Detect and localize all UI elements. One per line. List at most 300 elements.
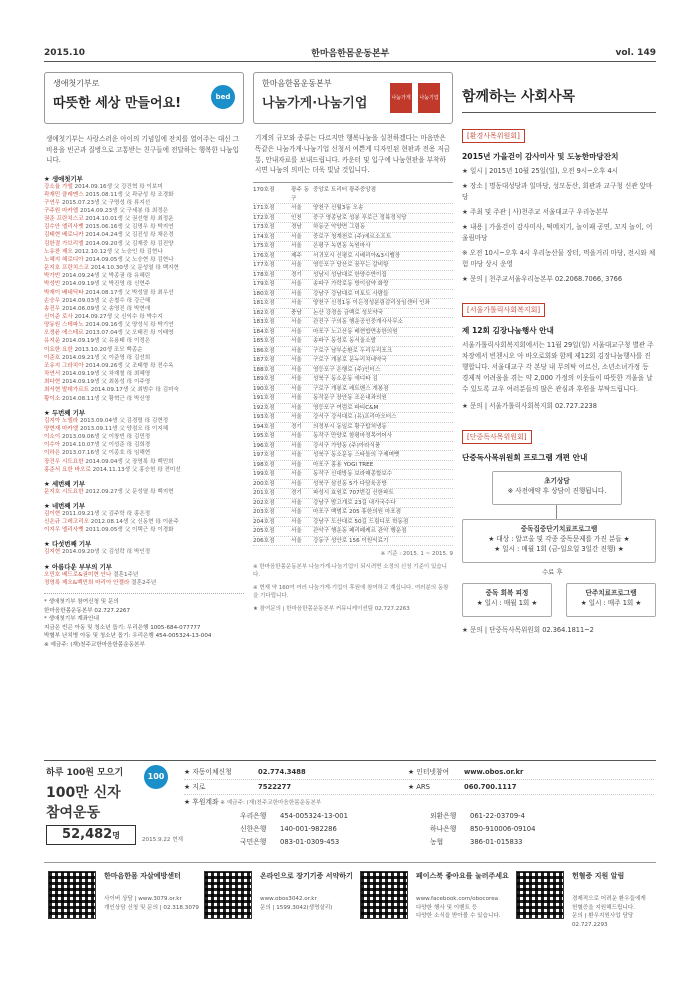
- donor-line: [44, 395, 244, 403]
- donor-name: 이지우 엘리사벳: [44, 527, 84, 534]
- store-number: 198호점: [253, 461, 275, 468]
- qr-code-icon: [360, 871, 408, 919]
- store-region: 충남: [291, 309, 302, 316]
- issue-date: 2015.10: [44, 47, 85, 58]
- donor-line: [44, 417, 244, 425]
- store-region: 서울: [291, 366, 302, 373]
- donor-line: [44, 466, 244, 474]
- bed-logo-icon: bed: [211, 85, 235, 109]
- campaign-line: 하루 100원 모으기: [46, 768, 124, 778]
- donor-line: [44, 240, 244, 248]
- donor-name: 노유찬 제오: [44, 248, 73, 255]
- store-region: 서울: [291, 509, 302, 516]
- donor-name: 홍준서 요한 바오로: [44, 466, 91, 473]
- donor-name: 양동원 스테파노: [44, 322, 84, 329]
- store-region: 서울: [291, 452, 302, 459]
- donor-detail: 2013.09.11생 父 양점오 母 이지혜: [78, 425, 169, 432]
- store-region: 광주 동구: [291, 187, 309, 202]
- store-number: 189호점: [253, 376, 275, 383]
- donor-line: [44, 526, 244, 534]
- footer-block-line: www.obos3042.or.kr: [260, 896, 317, 902]
- donor-detail: 2012.08.14생 父 신동현 母 이윤주: [89, 519, 179, 526]
- donor-detail: 2013.09.04생 父 김경렬 母 김현정: [78, 417, 169, 424]
- section-subtitle: 한마음한몸운동본부: [262, 79, 332, 88]
- store-number: 192호점: [253, 404, 275, 411]
- donor-line: [44, 378, 244, 386]
- store-number: 181호점: [253, 300, 275, 307]
- donor-detail: 2014.09.16생 父 양성식 母 박기연: [83, 322, 174, 329]
- box-title: 초기상담: [544, 477, 570, 485]
- box-note: ※ 사전예약 후 상담이 진행됩니다.: [507, 487, 607, 495]
- donor-name: 차연서: [44, 371, 61, 378]
- donor-name: 이요한 요한: [44, 346, 73, 353]
- store-number: 199호점: [253, 471, 275, 478]
- store-name: 중로구 청계천로 (주)에르소프트: [313, 233, 392, 240]
- box-line: ★ 일시 : 매월 1회 ★: [476, 599, 538, 607]
- donor-name: 곽재민 클레멘스: [44, 191, 84, 198]
- table-row: [253, 318, 453, 328]
- donor-name: 이소이: [44, 434, 61, 441]
- donor-name: 김태현 베로니카: [44, 232, 84, 239]
- donor-detail: 2015.06.16생 父 김명우 母 박지연: [83, 224, 174, 231]
- table-row: [253, 356, 453, 366]
- donor-line: [44, 321, 244, 329]
- box-title: 중독 회복 피정: [485, 589, 529, 597]
- table-row: [253, 413, 453, 423]
- donation-method-row: [184, 765, 654, 780]
- donation-method-cell: ★ 인터넷참여: [408, 768, 450, 776]
- bank-account-cell: 140-001-982286: [280, 825, 337, 833]
- donor-name: 신이준 로사: [44, 314, 73, 320]
- donor-detail: 2014.09.27생 父 신익수 母 박수지: [72, 314, 163, 320]
- donor-group-label: ★ 세번째 기부: [44, 479, 86, 488]
- donor-line: [44, 449, 244, 457]
- donor-line: [44, 256, 244, 264]
- footer-block: [204, 871, 354, 921]
- footer-block-line: 문의 | 1599.3042(생명살리): [260, 904, 333, 911]
- donor-name: 송진우: [44, 305, 61, 312]
- donor-line: [44, 313, 244, 321]
- intensive-program-box: [462, 519, 656, 563]
- event-detail-line: ★ 내용 | 가을걷이 감사미사, 떡메치기, 놀이패 공연, 꼬지 놀이, 어울림마당: [462, 223, 653, 242]
- donor-line: [44, 199, 244, 207]
- table-row: [253, 527, 453, 537]
- footer-block: [360, 871, 510, 921]
- donor-detail: 2014.09.19생 父 유용태 母 이정은: [60, 338, 151, 345]
- initial-counsel-box: [492, 471, 622, 505]
- store-name: 의정부시 동일로 황구탑처냉동: [313, 423, 387, 430]
- donor-line: [44, 354, 244, 362]
- store-number: 175호점: [253, 243, 275, 250]
- store-region: 경기: [291, 271, 302, 278]
- store-name: 강동구 성안로 156 이원익료기: [313, 537, 389, 544]
- store-name: 영등포구 은행로 (주)인터스: [313, 366, 381, 373]
- sharing-store-logo: 나눔가게: [390, 83, 412, 113]
- table-row: [253, 252, 453, 262]
- store-name: 성남시 성남대로 한양수반이집: [313, 271, 387, 278]
- table-row: [253, 261, 453, 271]
- table-row: [253, 451, 453, 461]
- store-number: 201호점: [253, 490, 275, 497]
- donor-detail: 2014.09.24생 父 박종권 母 유혜린: [60, 273, 151, 280]
- store-number: 178호점: [253, 271, 275, 278]
- count-date: 2015.9.22 현재: [142, 837, 184, 843]
- bank-account-cell: 외환은행: [430, 812, 457, 820]
- donor-line: [44, 488, 244, 496]
- count-value: 52,482: [62, 827, 113, 842]
- bank-account-cell: 국민은행: [240, 838, 267, 846]
- donor-detail: 2014.09.19생 父 박진영 母 신현주: [60, 281, 151, 288]
- store-region: 서울: [291, 347, 302, 354]
- footer-block-title: 한마음한몸 자살예방센터: [104, 872, 181, 880]
- store-number: 171호점: [253, 205, 275, 212]
- campaign-line: 100만 신자: [46, 785, 121, 801]
- table-row: [253, 299, 453, 309]
- store-name: 양천구 신정1동 이든정성분림감리상임센터 인좌: [313, 300, 430, 307]
- store-region: 경기: [291, 490, 302, 497]
- bank-account-cell: 우리은행: [240, 812, 267, 820]
- donation-method-cell: ★ ARS: [408, 783, 430, 791]
- donor-name: 장건우 시도요한: [44, 458, 84, 465]
- store-name: 마포구 홍용 YOGI TREE: [313, 461, 374, 468]
- store-name: 관진구 구의동 행운공인중개사사무소: [313, 319, 404, 326]
- store-region: 제주: [291, 252, 302, 259]
- footer-block-line: 문의 | 환우지원사업 담당: [572, 913, 634, 919]
- event-detail-line: ※ 오전 10시~오후 4시 우리농산물 장터, 먹을거리 마당, 전시와 체험 마당 상시 운영: [462, 249, 656, 268]
- donor-group-label: ★ 다섯번째 기부: [44, 540, 92, 549]
- footer-block-text: [104, 895, 199, 912]
- donor-line: [44, 280, 244, 288]
- store-number: 172호점: [253, 214, 275, 221]
- table-row: [253, 470, 453, 480]
- bank-account-cell: 850-910006-09104: [470, 825, 536, 833]
- donor-name: 박재이 베네딕타: [44, 289, 84, 296]
- donor-line: [44, 458, 244, 466]
- donor-line: [44, 207, 244, 215]
- section-title: 따뜻한 세상 만들어요!: [53, 96, 182, 111]
- box-line: ★ 일시 : 매월 1회 (금-일요일 3일간 진행) ★: [494, 545, 624, 553]
- table-row: [253, 271, 453, 281]
- store-name: 강남구 도산대로 50길 드림디포 학동점: [313, 518, 409, 525]
- donation-method-cell: www.obos.or.kr: [464, 768, 524, 776]
- donor-name: 이하은: [44, 450, 61, 457]
- section-tag: [서울가톨릭사회복지회]: [462, 303, 545, 317]
- store-name: 하동군 악양면 그림동: [313, 224, 366, 231]
- bank-account-cell: 386-01-015833: [470, 838, 523, 846]
- donor-line: [44, 362, 244, 370]
- donor-line: [44, 337, 244, 345]
- store-region: 경남: [291, 224, 302, 231]
- donor-name: 문지호 시도요한: [44, 488, 84, 495]
- table-row: [253, 223, 453, 233]
- donor-line: [44, 518, 244, 526]
- store-name: 동작구 만양로 함평마정목여어사: [313, 433, 393, 440]
- store-name: 서귀포시 신평로 시베리아&3시벨장: [313, 252, 401, 259]
- store-name: 영등포구 여럼로 파티C&M: [313, 404, 379, 411]
- table-row: [253, 328, 453, 338]
- donor-group-label: ★ 아름다운 부부의 기부: [44, 562, 112, 571]
- donor-name: 문지호 프란치스코: [44, 265, 90, 272]
- store-name: 성북구 동소문동 에디타 김: [313, 376, 378, 383]
- donor-line: [44, 425, 244, 433]
- donor-detail: 2011.09.21생 父 김주학 母 홍은정: [60, 510, 151, 517]
- top-bar: [44, 44, 656, 62]
- campaign-info: [184, 765, 654, 849]
- qr-code-icon: [48, 871, 96, 919]
- event-detail-line: ★ 문의 | 천주교서울우리농본부 02.2068.7066, 3766: [462, 275, 623, 283]
- footer-block-line: 사이버 상담 | www.3079.or.kr: [104, 896, 182, 902]
- bank-account-row: [184, 836, 654, 849]
- contact-line: ★ 문의 | 서울가톨릭사회복지회 02.727.2238: [462, 402, 597, 410]
- donor-name: 노혜지 헤로디아: [44, 256, 84, 263]
- store-region: 서울: [291, 471, 302, 478]
- bank-account-row: [184, 823, 654, 836]
- store-name: 성북구 동소문동 스타돌의 구제며뻣: [313, 452, 400, 459]
- footer-block-title: 페이스북 좋아요를 눌러주세요: [416, 872, 509, 880]
- donation-method-cell: 02.774.3488: [258, 768, 306, 776]
- donor-name: 신은규 그레고리오: [44, 519, 90, 526]
- store-region: 서울: [291, 205, 302, 212]
- donation-method-cell: ★ 자동이체신청: [184, 768, 232, 776]
- store-region: 서울: [291, 338, 302, 345]
- sharing-store-intro: 기계의 규모와 종류는 다르지만 행복나눔을 실천하겠다는 마음만은 똑같은 나눔가게·나눔기업 신청서 여쁜게 디자인된 현판과 전용 저금통, 안내자료를 보내드립니다. 카운터 및 입구에 나눔현판을 부착하시면 나눔의 의미는 더욱 빛날 것입니다.: [255, 134, 451, 175]
- period-note: ※ 기준 : 2015. 1 ~ 2015. 9: [380, 551, 453, 558]
- table-row: [253, 309, 453, 319]
- donor-line: [44, 297, 244, 305]
- first-donation-column: [44, 72, 244, 649]
- donor-detail: 2014.09.26생 父 조태형 母 전수옥: [83, 362, 174, 369]
- store-number: 196호점: [253, 442, 275, 449]
- box-title: 단주치료프로그램: [585, 589, 637, 597]
- event-detail-line: ★ 주최 및 주관 | 사)천주교 서울대교구 우리농본부: [462, 208, 609, 216]
- table-row: [253, 442, 453, 452]
- store-number: 190호점: [253, 385, 275, 392]
- donor-detail: 2011.09.05생 父 이택근 母 이경화: [83, 527, 174, 534]
- donor-detail: 2015.08.11생 父 곽규성 母 조경화: [83, 191, 174, 198]
- store-region: 서울: [291, 243, 302, 250]
- donor-detail: 2014.10.30생 父 문성열 母 백지현: [89, 265, 179, 272]
- store-number: 205호점: [253, 528, 275, 535]
- qr-code-icon: [516, 871, 564, 919]
- donor-groups: [44, 174, 244, 587]
- box-title: 중독집중단기치료프로그램: [520, 525, 598, 533]
- donor-detail: 결혼1주년: [111, 571, 139, 578]
- footer-block-line: 다양한 행사 및 이벤트 등: [416, 904, 478, 911]
- sharing-store-column: [253, 72, 453, 613]
- donor-name: 박가빈: [44, 273, 61, 280]
- donor-line: [44, 370, 244, 378]
- hundred-badge-icon: 100: [144, 765, 168, 789]
- store-note: ★ 참여문의 | 한마음한몸운동본부 커뮤니케이션팀 02.727.2263: [253, 605, 410, 612]
- social-pastoral-column: [462, 72, 656, 636]
- footer-block-line: 헌혈증을 지원해드립니다.: [572, 904, 635, 911]
- donor-line: [44, 571, 244, 579]
- account-label-row: [184, 795, 654, 810]
- donor-line: [44, 183, 244, 191]
- donor-line: [44, 579, 244, 587]
- donor-name: 황이소: [44, 395, 61, 402]
- donor-detail: 2014.10.01생 父 권선형 母 최정운: [83, 216, 174, 223]
- donor-name: 구주원 마카엘: [44, 207, 79, 214]
- first-donation-header: [44, 72, 244, 124]
- donor-line: [44, 305, 244, 313]
- store-number: 203호점: [253, 509, 275, 516]
- donor-detail: 2014.09.20생 父 김재중 母 김진양: [83, 240, 174, 247]
- donor-name: 김이현: [44, 510, 61, 517]
- volume: vol. 149: [615, 47, 656, 58]
- table-row: [253, 290, 453, 300]
- donor-line: [44, 289, 244, 297]
- store-region: 서울: [291, 461, 302, 468]
- footer-line: * 생애첫기부 참여신청 및 문의: [44, 598, 119, 605]
- footer-block-line: 다양한 소식을 받아볼 수 있습니다.: [416, 913, 501, 919]
- store-name: 구로구 개봉로 문누리치네약국: [313, 357, 387, 364]
- table-row: [253, 186, 453, 204]
- store-name: 송파구 가락로동 방이삼약 화랑: [313, 281, 389, 288]
- store-number: 176호점: [253, 252, 275, 259]
- donation-method-cell: ★ 지로: [184, 783, 206, 791]
- store-region: 경기: [291, 423, 302, 430]
- store-number: 170호점: [253, 187, 275, 194]
- abstinence-program-box: [566, 583, 656, 617]
- store-region: 서울: [291, 414, 302, 421]
- donor-name: 권준 프란치스코: [44, 216, 84, 223]
- donor-detail: 2012.10.12생 父 노승인 母 김현나: [72, 248, 163, 255]
- store-name: 파성시 효원로 707번길 신한파트: [313, 490, 394, 497]
- store-name: 강서구 강서대로 (유)프리마오터스: [313, 414, 397, 421]
- count-unit: 명: [112, 831, 120, 840]
- footer-line: ※ 예금주: (재)천주교한마음한몸운동본부: [44, 641, 145, 648]
- event-details: [462, 166, 656, 285]
- store-name: 양천구 신월3동 오송: [313, 205, 364, 212]
- section-tag: [단중독사목위원회]: [462, 430, 532, 444]
- donor-line: [44, 346, 244, 354]
- store-region: 서울: [291, 395, 302, 402]
- participant-count: [46, 825, 136, 845]
- account-label: ★ 후원계좌: [184, 798, 219, 806]
- store-region: 서울: [291, 328, 302, 335]
- donor-name: 오정윤 에스테르: [44, 330, 84, 337]
- table-row: [253, 537, 453, 547]
- donor-detail: 2014.09.19생 父 최봉성 母 이주영: [60, 379, 151, 386]
- donor-detail: 2013.09.06생 父 이창빈 母 김민정: [60, 434, 151, 441]
- first-donation-footer: [44, 593, 244, 650]
- store-table: [253, 182, 453, 546]
- store-region: 서울: [291, 537, 302, 544]
- donation-method-cell: 060.700.1117: [464, 783, 517, 791]
- table-row: [253, 480, 453, 490]
- donor-name: 김한결 가브리엘: [44, 240, 84, 247]
- donor-line: [44, 248, 244, 256]
- bank-account-cell: 061-22-03709-4: [470, 812, 525, 820]
- table-row: [253, 337, 453, 347]
- store-number: 206호점: [253, 537, 275, 544]
- store-number: 180호점: [253, 290, 275, 297]
- store-number: 173호점: [253, 224, 275, 231]
- table-row: [253, 518, 453, 528]
- donor-name: 손승우: [44, 297, 61, 304]
- flow-arrow: [556, 505, 557, 519]
- qr-code-icon: [204, 871, 252, 919]
- store-name: 중구 영종남로 성봉 푸로근 정륙정식당: [313, 214, 407, 221]
- table-row: [253, 499, 453, 509]
- donor-line: [44, 329, 244, 337]
- store-region: 서울: [291, 376, 302, 383]
- footer-block-title: 온라인으로 장기기증 서약하기: [260, 872, 353, 880]
- store-number: 193호점: [253, 414, 275, 421]
- store-name: 송파구 동성로 동서울소발: [313, 338, 376, 345]
- store-number: 186호점: [253, 347, 275, 354]
- first-donation-intro: 생애첫기부는 사랑스러운 아이의 기념일에 잔치를 열어주는 대신 그 비용을 빈곤과 질병으로 고통받는 친구들에 전달하는 행복한 나눔입니다.: [46, 135, 240, 164]
- table-row: [253, 385, 453, 395]
- store-number: 187호점: [253, 357, 275, 364]
- donor-name: 양현재 마카엘: [44, 425, 79, 432]
- donor-name: 정영록 제오&백민희 마리아 안젤라: [44, 579, 130, 586]
- table-row: [253, 423, 453, 433]
- store-region: 서울: [291, 290, 302, 297]
- table-row: [253, 394, 453, 404]
- footer-block-line: 02.727.2293: [572, 921, 608, 928]
- footer-row: [44, 862, 656, 928]
- donor-name: 최서현 발데가르트: [44, 387, 90, 394]
- footer-block-line: 개인상담 신청 및 문의 | 02.318.3079: [104, 904, 199, 911]
- store-region: 서울: [291, 233, 302, 240]
- bank-account-cell: 하나은행: [430, 825, 457, 833]
- donor-name: 박성빈: [44, 281, 61, 288]
- donor-name: 강소율 가엘: [44, 183, 73, 190]
- section-headline: 2015년 가을걷이 감사미사 및 도농한마당잔치: [462, 152, 619, 161]
- donor-group-label: ★ 생애첫기부: [44, 174, 83, 183]
- after-completion-label: 수료 후: [542, 568, 563, 576]
- store-region: 서울: [291, 300, 302, 307]
- donor-name: 조유지 그라치아: [44, 362, 84, 369]
- store-region: 서울: [291, 528, 302, 535]
- bank-account-cell: 454-005324-13-001: [280, 812, 348, 820]
- donor-name: 이수아: [44, 442, 61, 449]
- donation-method-cell: 7522277: [258, 783, 292, 791]
- store-name: 관악구 행운동 페리페케르 관악 행운점: [313, 528, 407, 535]
- donor-line: [44, 510, 244, 518]
- store-name: 강남구 강남대로 미토도 사람들: [313, 290, 389, 297]
- store-number: 191호점: [253, 395, 275, 402]
- sharing-company-logo: 나눔기업: [418, 83, 440, 113]
- donor-line: [44, 191, 244, 199]
- donor-detail: 2012.09.27생 父 문성열 母 백지현: [83, 488, 174, 495]
- store-name: 은평구 녹번동 녹원마사: [313, 243, 371, 250]
- store-number: 188호점: [253, 366, 275, 373]
- bank-account-row: [184, 810, 654, 823]
- donor-line: [44, 548, 244, 556]
- footer-block-line: www.facebook.com/obocorea: [416, 896, 499, 902]
- store-note: ※ 현재 약 160여 여러 나눔가게·기업이 후원에 참여하고 계십니다. 여러분의 동참을 기다립니다.: [253, 584, 449, 600]
- kimchi-event-body: 서울가톨릭사회복지회에서는 11월 29일(일) 서울대교구청 별관 주차장에서 빈첸시오 아 바오로회와 함께 제12회 김장나눔행사를 진행합니다. 서울대교구 각 본당 내 무의탁 어르신, 소년소녀가정 등 경제적 어려움을 겪는 약 2,000 가정의 이웃들이 따뜻한 겨울을 날 수 있도록 교우 여러분들의 많은 관심과 후원을 부탁드립니다.: [462, 341, 654, 393]
- store-region: 서울: [291, 433, 302, 440]
- store-name: 구로구 개봉로 레트벤스 개봉점: [313, 385, 389, 392]
- campaign-section: [44, 760, 656, 860]
- donor-detail: 2014.04.24생 父 김진성 母 채은경: [83, 232, 174, 239]
- donor-detail: 2013.10.20생 조모 백종순: [72, 346, 143, 353]
- store-number: 200호점: [253, 480, 275, 487]
- store-region: 서울: [291, 319, 302, 326]
- store-number: 202호점: [253, 499, 275, 506]
- store-name: 동작문구 장안동 조은내과의원: [313, 395, 387, 402]
- donor-name: 김지아 노엘라: [44, 417, 79, 424]
- donor-line: [44, 441, 244, 449]
- store-number: 183호점: [253, 319, 275, 326]
- section-tag: [환경사목위원회]: [462, 129, 525, 143]
- store-note: ※ 한마음한몸운동본부 나눔가게·나눔기업이 되시려면 소정의 신청 기준이 있습니다.: [253, 563, 447, 579]
- table-row: [253, 404, 453, 414]
